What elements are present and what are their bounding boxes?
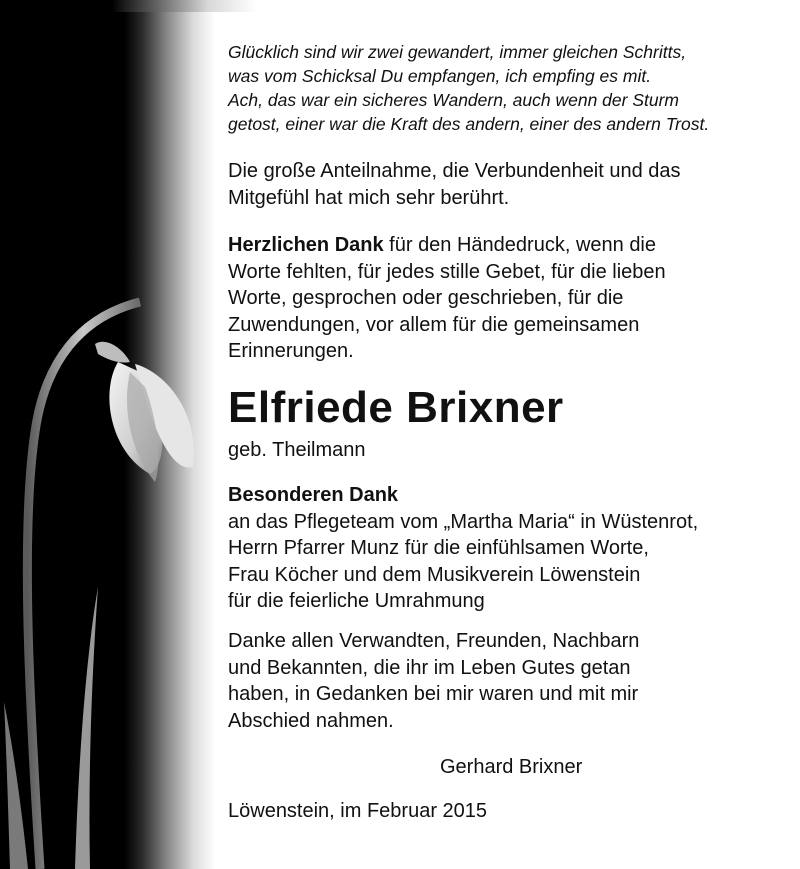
thanks-paragraph xyxy=(228,232,666,365)
closing-line: haben, in Gedanken bei mir waren und mit mir xyxy=(228,683,639,705)
thanks-first-line xyxy=(228,232,666,259)
poem-line: getost, einer war die Kraft des andern, einer des andern Trost. xyxy=(228,114,710,134)
poem-line: was vom Schicksal Du empfangen, ich empfing es mit. xyxy=(228,66,652,86)
poem-line: Glücklich sind wir zwei gewandert, immer gleichen Schritts, xyxy=(228,42,687,62)
special-thanks-line: Herrn Pfarrer Munz für die einfühlsamen Worte, xyxy=(228,537,649,559)
closing-line: Danke allen Verwandten, Freunden, Nachbarn xyxy=(228,630,640,652)
birth-name: geb. Theilmann xyxy=(228,439,366,461)
intro-line: Die große Anteilnahme, die Verbundenheit und das xyxy=(228,160,681,182)
notice-text xyxy=(228,40,788,822)
special-thanks-heading xyxy=(228,482,698,509)
special-thanks-line: an das Pflegeteam vom „Martha Maria“ in Wüstenrot, xyxy=(228,510,699,533)
poem-line: Ach, das war ein sicheres Wandern, auch wenn der Sturm xyxy=(228,90,680,110)
thanks-heading: Herzlichen Dank xyxy=(228,234,384,256)
deceased-name: Elfriede Brixner xyxy=(228,383,564,432)
intro-line: Mitgefühl hat mich sehr berührt. xyxy=(228,186,510,209)
poem xyxy=(228,40,788,136)
special-thanks-line: Frau Köcher und dem Musikverein Löwenstein xyxy=(228,563,641,586)
top-border xyxy=(0,0,800,12)
snowdrop-image xyxy=(0,12,215,869)
thanks-line: Worte fehlten, für jedes stille Gebet, für die lieben xyxy=(228,260,666,283)
closing-line: und Bekannten, die ihr im Leben Gutes getan xyxy=(228,656,631,679)
intro-paragraph xyxy=(228,158,681,211)
closing-paragraph xyxy=(228,628,639,734)
closing-line: Abschied nahmen. xyxy=(228,709,394,732)
thanks-line: Worte, gesprochen oder geschrieben, für die xyxy=(228,287,624,309)
special-thanks-line: für die feierliche Umrahmung xyxy=(228,590,485,612)
thanks-line: Erinnerungen. xyxy=(228,340,354,362)
signer-name: Gerhard Brixner xyxy=(440,756,583,778)
thanks-line: Zuwendungen, vor allem für die gemeinsamen xyxy=(228,313,640,336)
special-thanks-heading-text: Besonderen Dank xyxy=(228,484,399,506)
special-thanks-paragraph xyxy=(228,482,698,615)
snowdrop-illustration xyxy=(0,12,215,869)
thanks-line-rest: für den Händedruck, wenn die xyxy=(383,234,657,256)
place-date: Löwenstein, im Februar 2015 xyxy=(228,800,488,822)
